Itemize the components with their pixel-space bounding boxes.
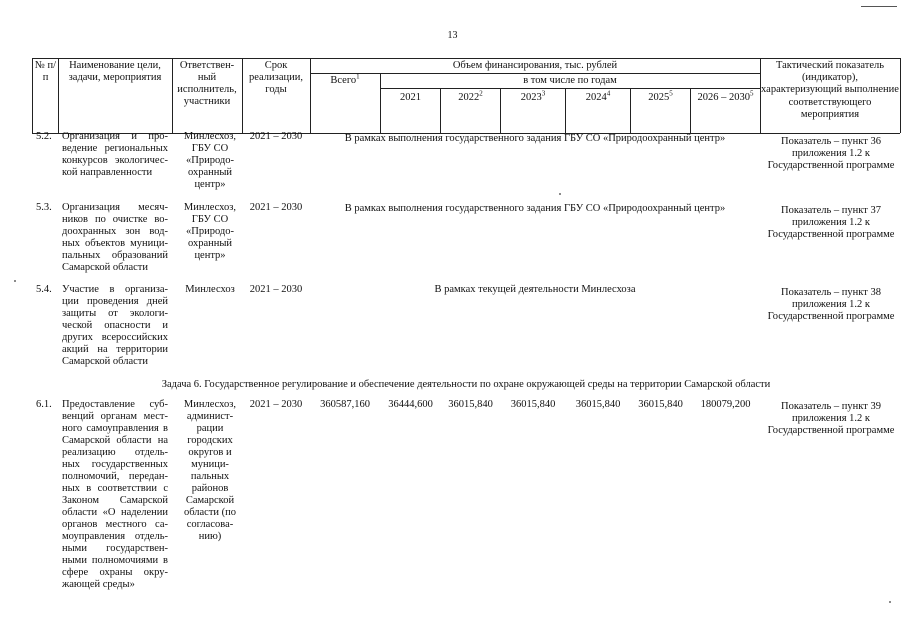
col-line-1: [58, 58, 59, 133]
row-6-1-name: Предоставление суб-венций органам мест-ного самоуправления в Самарской области на реализацию отдель-ных государственных полномочий, передан-ных в соответствии с Законом Самарской области «О наделении органов местного са-моуправления отдель-ными государствен-ными полномочиями в сфере охраны окру-жающей среды»: [62, 399, 168, 590]
header-responsible: Ответствен-ный исполнитель, участники: [177, 60, 237, 107]
corner-mark: [861, 6, 897, 7]
page-number: 13: [447, 30, 458, 41]
header-year-2021: 2021: [400, 92, 421, 103]
funding-divider: [310, 73, 760, 74]
row-5-3-num: 5.3.: [36, 202, 52, 213]
row-6-1-2024: 36015,840: [575, 399, 621, 410]
scan-speck: [889, 601, 891, 603]
header-name: Наименование цели, задачи, мероприятия: [68, 60, 162, 83]
row-5-4-funding: В рамках текущей деятельности Минлесхоза: [434, 284, 636, 295]
row-6-1-responsible: Минлесхоз, админист-рации городских округов и муници-пальных районов Самарской области (по согласова-нию): [183, 399, 237, 542]
row-6-1-indicator: Показатель – пункт 39 приложения 1.2 к Государственной программе: [767, 401, 895, 436]
row-5-3-indicator: Показатель – пункт 37 приложения 1.2 к Государственной программе: [767, 205, 895, 240]
row-5-4-num: 5.4.: [36, 284, 52, 295]
col-line-12: [900, 58, 901, 133]
row-6-1-term: 2021 – 2030: [249, 399, 303, 410]
row-5-4-name: Участие в организа-ции проведения дней защиты от экологи-ческой опасности и других всероссийских акций на территории Самарской области: [62, 284, 168, 367]
row-5-4-indicator: Показатель – пункт 38 приложения 1.2 к Государственной программе: [767, 287, 895, 322]
header-year-2023: 2023$^3$: [520, 89, 546, 103]
row-6-1-2026-2030: 180079,200: [700, 399, 751, 410]
header-year-2026-2030: 2026 – 2030$^5$: [697, 89, 754, 103]
row-6-1-2023: 36015,840: [510, 399, 556, 410]
col-line-4: [310, 58, 311, 133]
row-5-2-num: 5.2.: [36, 131, 52, 142]
row-5-2-name: Организация и про-ведение региональных конкурсов экологичес-кой направленности: [62, 131, 168, 178]
row-6-1-2021: 36444,600: [388, 399, 433, 410]
header-year-2022: 2022$^2$: [458, 89, 483, 103]
row-5-4-term: 2021 – 2030: [249, 284, 303, 295]
header-by-years: в том числе по годам: [523, 75, 617, 86]
row-6-1-num: 6.1.: [36, 399, 52, 410]
scan-speck: [559, 193, 561, 195]
header-total: Всего$^1$: [330, 72, 360, 86]
row-6-1-total: 360587,160: [320, 399, 370, 410]
header-indicator: Тактический показатель (индикатор), характеризующий выполнение соответствующего мероприятия: [761, 60, 899, 120]
years-divider: [380, 88, 760, 89]
scan-speck: [14, 280, 16, 282]
row-6-1-2022: 36015,840: [448, 399, 493, 410]
row-5-3-responsible: Минлесхоз, ГБУ СО «Природо-охранный центр»: [183, 202, 237, 261]
row-5-3-funding: В рамках выполнения государственного задания ГБУ СО «Природоохранный центр»: [344, 203, 726, 214]
table-top-border: [32, 58, 900, 59]
row-6-1-2025: 36015,840: [638, 399, 683, 410]
row-5-3-term: 2021 – 2030: [249, 202, 303, 213]
row-5-2-responsible: Минлесхоз, ГБУ СО «Природо-охранный центр»: [183, 131, 237, 190]
row-5-2-indicator: Показатель – пункт 36 приложения 1.2 к Государственной программе: [767, 136, 895, 171]
row-5-3-name: Организация месяч-ников по очистке во-доохранных зон вод-ных объектов муници-пальных образований Самарской области: [62, 202, 168, 273]
task-6-title: Задача 6. Государственное регулирование и обеспечение деятельности по охране окружающей среды на территории Самарской области: [161, 379, 771, 390]
header-num: № п/п: [34, 60, 57, 83]
row-5-2-term: 2021 – 2030: [249, 131, 303, 142]
header-funding: Объем финансирования, тыс. рублей: [452, 60, 618, 71]
row-5-2-funding: В рамках выполнения государственного задания ГБУ СО «Природоохранный центр»: [344, 133, 726, 144]
col-line-2: [172, 58, 173, 133]
header-year-2025: 2025$^5$: [648, 89, 673, 103]
row-5-4-responsible: Минлесхоз: [185, 284, 235, 295]
col-line-3: [242, 58, 243, 133]
header-term: Срок реализации, годы: [249, 60, 303, 95]
header-year-2024: 2024$^4$: [585, 89, 611, 103]
